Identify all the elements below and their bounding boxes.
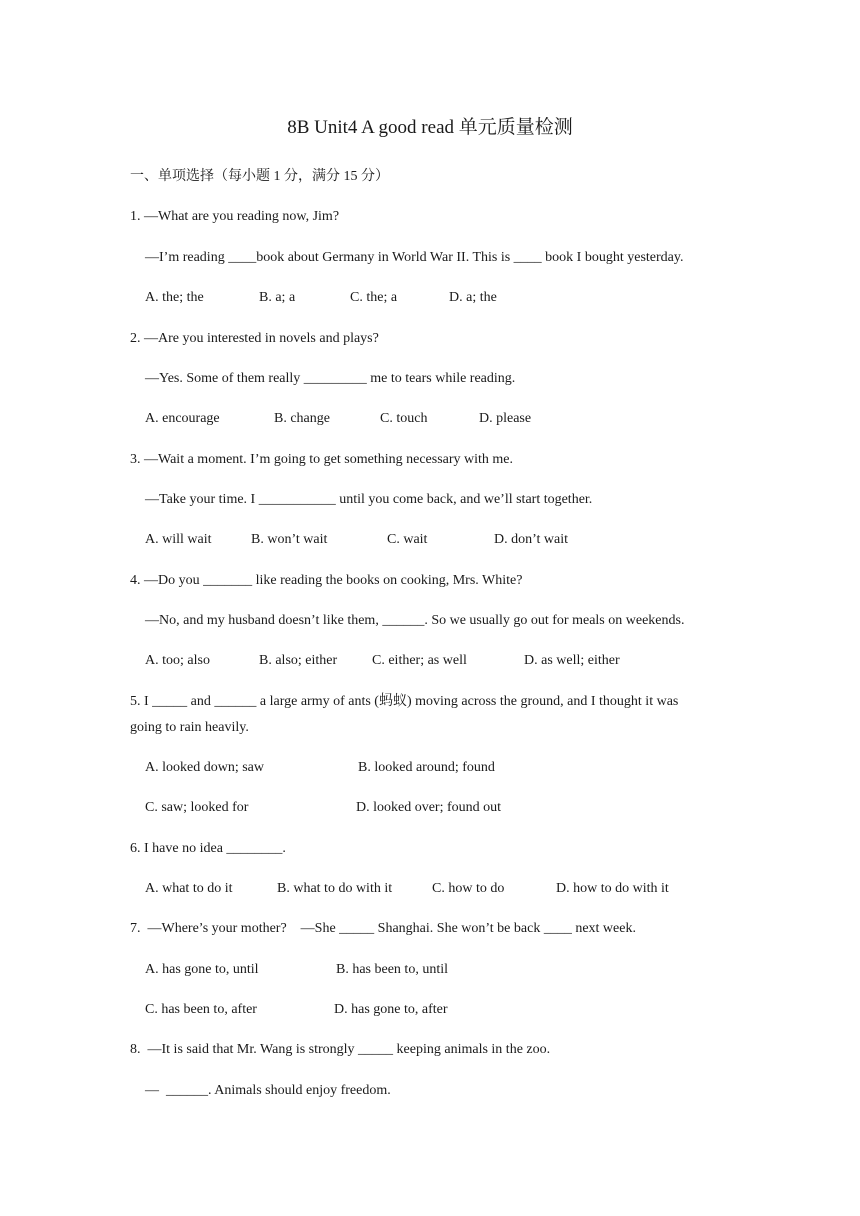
question-5-stem-line-2: going to rain heavily. [130, 720, 249, 735]
question-8-answer-line: — ______. Animals should enjoy freedom. [145, 1083, 391, 1098]
question-5-stem-line-1: 5. I _____ and ______ a large army of ants (蚂蚁) moving across the ground, and I thought it was [130, 694, 679, 709]
question-2-option-b: B. change [274, 411, 330, 426]
question-4-option-d: D. as well; either [524, 653, 620, 668]
question-3-option-c: C. wait [387, 532, 428, 547]
document-title: 8B Unit4 A good read 单元质量检测 [287, 117, 573, 138]
question-3-option-b: B. won’t wait [251, 532, 328, 547]
question-3-option-a: A. will wait [145, 532, 212, 547]
question-2-answer-line: —Yes. Some of them really _________ me to tears while reading. [145, 371, 516, 386]
question-7-option-d: D. has gone to, after [334, 1002, 448, 1017]
question-4-option-b: B. also; either [259, 653, 338, 668]
question-5-option-c: C. saw; looked for [145, 800, 249, 815]
question-4-option-c: C. either; as well [372, 653, 467, 668]
question-6-stem: 6. I have no idea ________. [130, 841, 286, 856]
question-2-option-d: D. please [479, 411, 532, 426]
question-3-answer-line: —Take your time. I ___________ until you come back, and we’ll start together. [145, 492, 593, 507]
question-6-option-c: C. how to do [432, 881, 505, 896]
question-6-option-a: A. what to do it [145, 881, 233, 896]
question-4-stem: 4. —Do you _______ like reading the books on cooking, Mrs. White? [130, 573, 523, 588]
question-7-stem: 7. —Where’s your mother? —She _____ Shanghai. She won’t be back ____ next week. [130, 921, 636, 936]
question-1-option-a: A. the; the [145, 290, 204, 305]
question-1-option-b: B. a; a [259, 290, 296, 305]
question-2-option-c: C. touch [380, 411, 428, 426]
section-heading: 一、单项选择（每小题 1 分，满分 15 分） [130, 169, 389, 184]
question-2-stem: 2. —Are you interested in novels and plays? [130, 331, 379, 346]
question-4-option-a: A. too; also [145, 653, 210, 668]
question-7-option-c: C. has been to, after [145, 1002, 257, 1017]
question-5-option-d: D. looked over; found out [356, 800, 502, 815]
question-3-option-d: D. don’t wait [494, 532, 569, 547]
question-6-option-d: D. how to do with it [556, 881, 669, 896]
question-6-option-b: B. what to do with it [277, 881, 393, 896]
question-7-option-b: B. has been to, until [336, 962, 448, 977]
question-1-option-c: C. the; a [350, 290, 398, 305]
question-1-answer-line: —I’m reading ____book about Germany in World War II. This is ____ book I bought yesterday. [145, 250, 684, 265]
question-5-option-b: B. looked around; found [358, 760, 495, 775]
question-3-stem: 3. —Wait a moment. I’m going to get something necessary with me. [130, 452, 514, 467]
question-4-answer-line: —No, and my husband doesn’t like them, ______. So we usually go out for meals on weekends. [145, 613, 685, 628]
question-7-option-a: A. has gone to, until [145, 962, 259, 977]
question-2-option-a: A. encourage [145, 411, 220, 426]
question-5-option-a: A. looked down; saw [145, 760, 264, 775]
question-1-option-d: D. a; the [449, 290, 497, 305]
question-8-stem: 8. —It is said that Mr. Wang is strongly _____ keeping animals in the zoo. [130, 1042, 551, 1057]
question-1-stem: 1. —What are you reading now, Jim? [130, 209, 340, 224]
